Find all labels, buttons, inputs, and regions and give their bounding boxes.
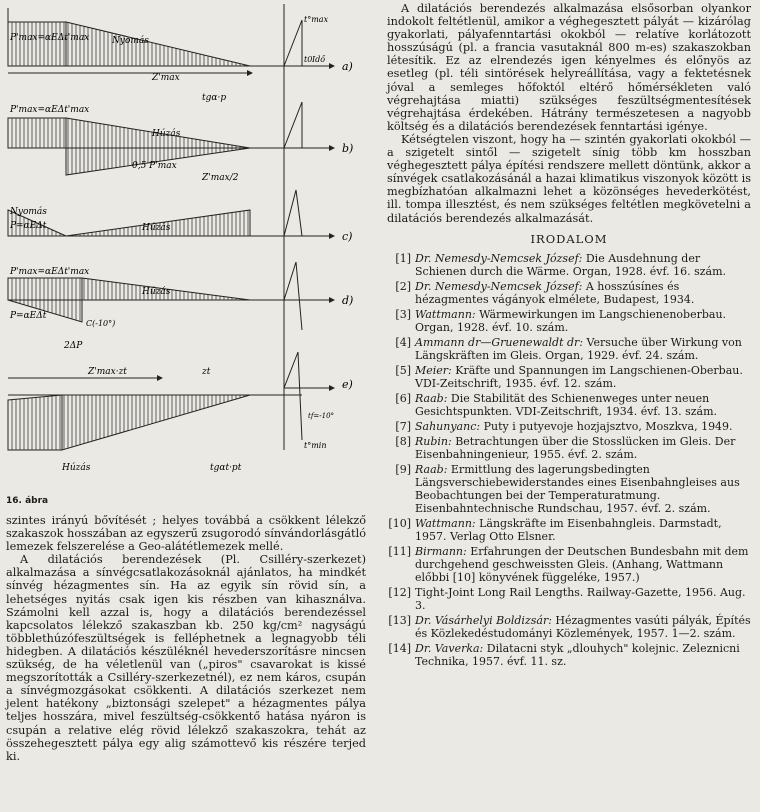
references-heading: IRODALOM [530, 231, 608, 246]
left-column [6, 514, 366, 763]
reference-number: [13] [388, 613, 411, 627]
label-tmin: t°min [304, 441, 327, 450]
reference-item [387, 252, 751, 278]
reference-text: Wattmann: Längskräfte im Eisenbahngleis. Darmstadt, 1957. Verlag Otto Elsner. [415, 516, 722, 543]
reference-author: Dr. Nemesdy-Nemcsek József: [415, 251, 586, 265]
label-tminus10: tf=-10° [308, 412, 335, 420]
figure-16 [2, 0, 368, 495]
panel-label-d: d) [342, 294, 354, 307]
reference-text: Dr. Vaverka: Dilatacni styk „dlouhych" kolejnic. Zeleznicni Technika, 1957. évf. 11. sz. [415, 641, 740, 668]
reference-number: [6] [395, 391, 411, 405]
reference-number: [3] [395, 307, 411, 321]
panel-label-b: b) [342, 142, 354, 155]
label-b-left: P'max=αEΔt'max [10, 105, 90, 115]
reference-text: Rubin: Betrachtungen über die Stosslücken im Gleis. Der Eisenbahningenieur, 1955. évf. 2. szám. [415, 434, 736, 461]
label-zmax: Z'max [152, 73, 180, 83]
left-paragraph-1: szintes irányú bővítését ; helyes továbbá a csökkent lélekző szakaszok hosszában az egyszerű zsugorodó sínvándorlásgátló lemezek felszerelése a Geo-alátétlemezek mellé. [6, 514, 366, 554]
reference-number: [9] [395, 462, 411, 476]
label-nyomas-a: Nyomás [112, 36, 149, 46]
label-e-zt: zt [202, 367, 211, 377]
figure-caption: 16. ábra [6, 496, 49, 506]
reference-item [387, 586, 751, 612]
reference-item [387, 420, 751, 433]
label-huzas-b: Húzás [152, 129, 181, 139]
reference-number: [4] [395, 335, 411, 349]
reference-number: [10] [388, 516, 411, 530]
label-t0: t0 [304, 55, 313, 64]
reference-item [387, 614, 751, 640]
reference-item [387, 517, 751, 543]
reference-text: Wattmann: Wärmewirkungen im Langschienenoberbau. Organ, 1928. évf. 10. szám. [415, 307, 727, 334]
reference-item [387, 545, 751, 584]
reference-author: Birmann: [415, 544, 471, 558]
label-e-z: Z'max·zt [88, 367, 127, 377]
reference-author: Sahunyanc: [415, 419, 484, 433]
reference-author: Meier: [415, 363, 456, 377]
reference-author: Dr. Vaverka: [415, 641, 487, 655]
reference-number: [7] [395, 419, 411, 433]
label-tg-pt: tgαt·pt [210, 463, 242, 473]
label-two-dp: 2ΔP [64, 341, 83, 351]
reference-text: Dr. Nemesdy-Nemcsek József: Die Ausdehnung der Schienen durch die Wärme. Organ, 1928. évf. 16. szám. [415, 251, 727, 278]
reference-text: Raab: Die Stabilität des Schienenweges unter neuen Gesichtspunkten. VDI-Zeitschrift, 1934. évf. 13. szám. [415, 391, 718, 418]
temperature-axes [284, 4, 334, 450]
reference-author: Dr. Nemesdy-Nemcsek József: [415, 279, 586, 293]
right-paragraph-1: A dilatációs berendezés alkalmazása elsősorban olyankor indokolt feltétlenül, amikor a véghegesztett pályát — kizárólag gyakorlati, pályafenntartási okokból — relatíve korlátozott hosszúságú (pl. a francia vasutaknál 800 m-es) szakaszokban létesítik. Ez az elrendezés igen kényelmes és előnyös az esetleg (pl. téli sintörések helyreállítása, vagy a fektetésnek jóval a semleges hőfoktól eltérő hőmérsékleten való végrehajtása miatti) szükséges feszültségmentesítések végrehajtása érdekében. Hátrány természetesen a nagyobb költség és a dilatációs berendezések fenntartási igénye. [387, 2, 751, 133]
reference-item [387, 308, 751, 334]
panel-d [8, 267, 353, 328]
right-column [387, 2, 751, 670]
label-ido: Idő [312, 55, 326, 64]
reference-text: Sahunyanc: Puty i putyevoje hozjajsztvo, Moszkva, 1949. [415, 419, 733, 433]
panel-label-e: e) [342, 378, 353, 391]
reference-author: Wattmann: [415, 516, 480, 530]
reference-author: Raab: [415, 391, 451, 405]
reference-number: [1] [395, 251, 411, 265]
reference-number: [5] [395, 363, 411, 377]
reference-author: Ammann dr—Gruenewaldt dr: [415, 335, 587, 349]
reference-item [387, 642, 751, 668]
panel-label-c: c) [342, 230, 353, 243]
label-half-pmax: 0,5 P'max [132, 161, 177, 171]
reference-item [387, 463, 751, 515]
reference-number: [12] [388, 585, 411, 599]
label-huzas-d: Húzás [142, 287, 171, 297]
label-pmax-e: Húzás [62, 463, 91, 473]
label-d-left2: P=αEΔt [10, 311, 47, 321]
reference-text: Ammann dr—Gruenewaldt dr: Versuche über Wirkung von Längskräften im Gleis. Organ, 1929. évf. 24. szám. [415, 335, 742, 362]
reference-number: [2] [395, 279, 411, 293]
references-list [387, 252, 751, 668]
label-c-left: P=αEΔt [10, 221, 47, 231]
reference-text: Meier: Kräfte und Spannungen im Langschienen-Oberbau. VDI-Zeitschrift, 1935. évf. 12. szám. [415, 363, 743, 390]
panel-e [8, 341, 353, 473]
reference-item [387, 336, 751, 362]
reference-item [387, 280, 751, 306]
label-d-left1: P'max=αEΔt'max [10, 267, 90, 277]
reference-text: Dr. Vásárhelyi Boldizsár: Hézagmentes vasúti pályák, Építés és Közlekedéstudományi Közlemények, 1957. 1—2. szám. [415, 613, 751, 640]
reference-author: Rubin: [415, 434, 456, 448]
label-tga: tgα·p [202, 93, 227, 103]
label-a-left: P'max=αEΔt'max [10, 33, 90, 43]
reference-item [387, 392, 751, 418]
label-huzas-c: Húzás [142, 223, 171, 233]
label-nyomas-c: Nyomás [10, 207, 47, 217]
reference-text: Dr. Nemesdy-Nemcsek József: A hosszúsínes és hézagmentes vágányok elmélete, Budapest, 1934. [415, 279, 695, 306]
reference-text: Raab: Ermittlung des lagerungsbedingten Längsverschiebewiderstandes eines Eisenbahngleises aus Beobachtungen bei der Temperaturatmung. Eisenbahntechnische Rundschau, 1957. évf. 2. szám. [415, 462, 740, 515]
right-paragraph-2: Kétségtelen viszont, hogy ha — szintén gyakorlati okokból — a szigetelt sintől — szigetelt sínig több km hosszban véghegesztett pálya építési rendszere mellett döntünk, akkor a sínvégek csatlakozásánál a hazai klimatikus viszonyok között is megbízhatóan alkalmazni lehet a közönséges hevederkötést, ill. tompa illesztést, és nem szükséges feltétlen megkövetelni a dilatációs berendezés alkalmazását. [387, 132, 751, 225]
label-d-mid: C(-10°) [86, 319, 116, 328]
reference-author: Dr. Vásárhelyi Boldizsár: [415, 613, 556, 627]
label-tmax: t°max [304, 15, 329, 24]
reference-author: Wattmann: [415, 307, 480, 321]
reference-text: Birmann: Erfahrungen der Deutschen Bundesbahn mit dem durchgehend geschweissten Gleis. (Anhang, Wattmann előbbi [10] könyvének függeléke, 1957.) [415, 544, 749, 584]
reference-item [387, 435, 751, 461]
reference-author: Raab: [415, 462, 451, 476]
reference-number: [8] [395, 434, 411, 448]
reference-item [387, 364, 751, 390]
label-zmax2: Z'max/2 [202, 173, 239, 183]
left-paragraph-2: A dilatációs berendezések (Pl. Csilléry-szerkezet) alkalmazása a sínvégcsatlakozásoknál ajánlatos, ha mindkét sínvég hézagmentes sín. Ha az egyik sín rövid sín, a lehetséges nyitás csak igen kis részben van kihasználva. Számolni kell azzal is, hogy a dilatációs berendezéssel kapcsolatos lélekző szakaszban kb. 250 kg/cm² nagyságú többlethúzófeszültségek is felléphetnek a legnagyobb téli hidegben. A dilatációs készüléknél hevederszorításre nincsen szükség, de ha véletlenül van („piros" csavarokat is kissé megszorították a Csilléry-szerkezetnél), ez nem káros, csupán a sínvégmozgásokat csökkenti. A dilatációs szerkezet nem jelent hatékony „biztonsági szelepet" a hézagmentes pálya teljes hosszára, mivel feszültség-csökkentő hatása nyáron is csupán a relative elég rövid lélekző szakaszokra, tehát az összehegesztett pálya egy alig számottevő kis részére terjed ki. [6, 553, 366, 763]
panel-label-a: a) [342, 60, 353, 73]
reference-text: Tight-Joint Long Rail Lengths. Railway-Gazette, 1956. Aug. 3. [415, 585, 746, 612]
reference-number: [11] [388, 544, 411, 558]
reference-number: [14] [388, 641, 411, 655]
